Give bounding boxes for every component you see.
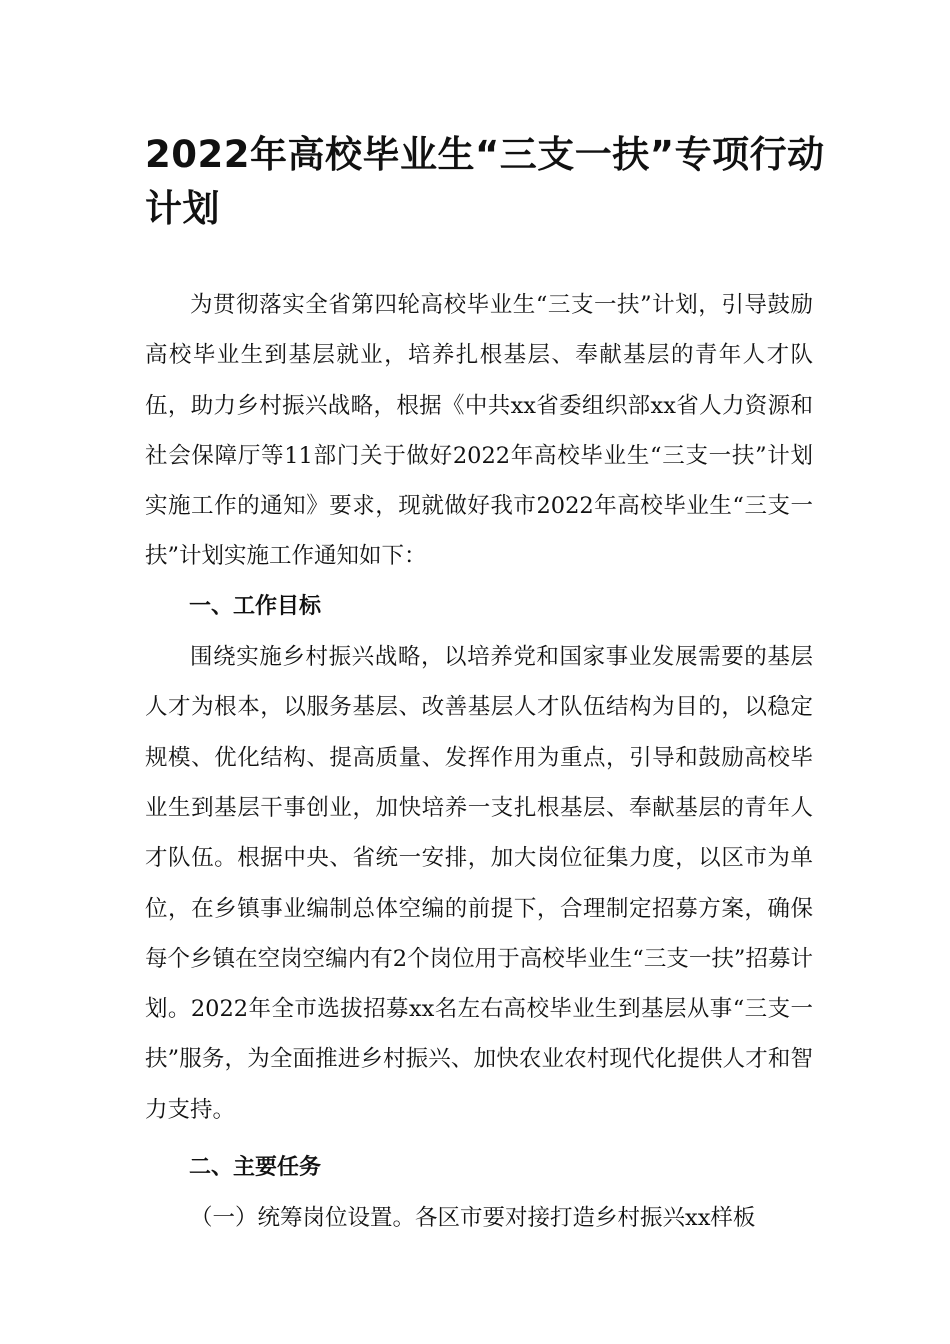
section-heading-main-tasks: 二、主要任务: [189, 1155, 322, 1181]
document-title: 2022年高校毕业生“三支一扶”专项行动计划: [145, 133, 825, 230]
main-tasks-paragraph: （一）统筹岗位设置。各区市要对接打造乡村振兴xx样板: [190, 1205, 756, 1232]
section-heading-work-goals: 一、工作目标: [189, 593, 322, 619]
intro-paragraph: 为贯彻落实全省第四轮高校毕业生“三支一扶”计划，引导鼓励高校毕业生到基层就业，培养扎根基层、奉献基层的青年人才队伍，助力乡村振兴战略，根据《中共xx省委组织部xx省人力资源和社会保障厅等11部门关于做好2022年高校毕业生“三支一扶”计划实施工作的通知》要求，现就做好我市2022年高校毕业生“三支一扶”计划实施工作通知如下：: [145, 292, 813, 570]
work-goals-paragraph: 围绕实施乡村振兴战略，以培养党和国家事业发展需要的基层人才为根本，以服务基层、改善基层人才队伍结构为目的，以稳定规模、优化结构、提高质量、发挥作用为重点，引导和鼓励高校毕业生到基层干事创业，加快培养一支扎根基层、奉献基层的青年人才队伍。根据中央、省统一安排，加大岗位征集力度，以区市为单位，在乡镇事业编制总体空编的前提下，合理制定招募方案，确保每个乡镇在空岗空编内有2个岗位用于高校毕业生“三支一扶”招募计划。2022年全市选拔招募xx名左右高校毕业生到基层从事“三支一扶”服务，为全面推进乡村振兴、加快农业农村现代化提供人才和智力支持。: [145, 644, 813, 1123]
document-body: [145, 280, 813, 1244]
